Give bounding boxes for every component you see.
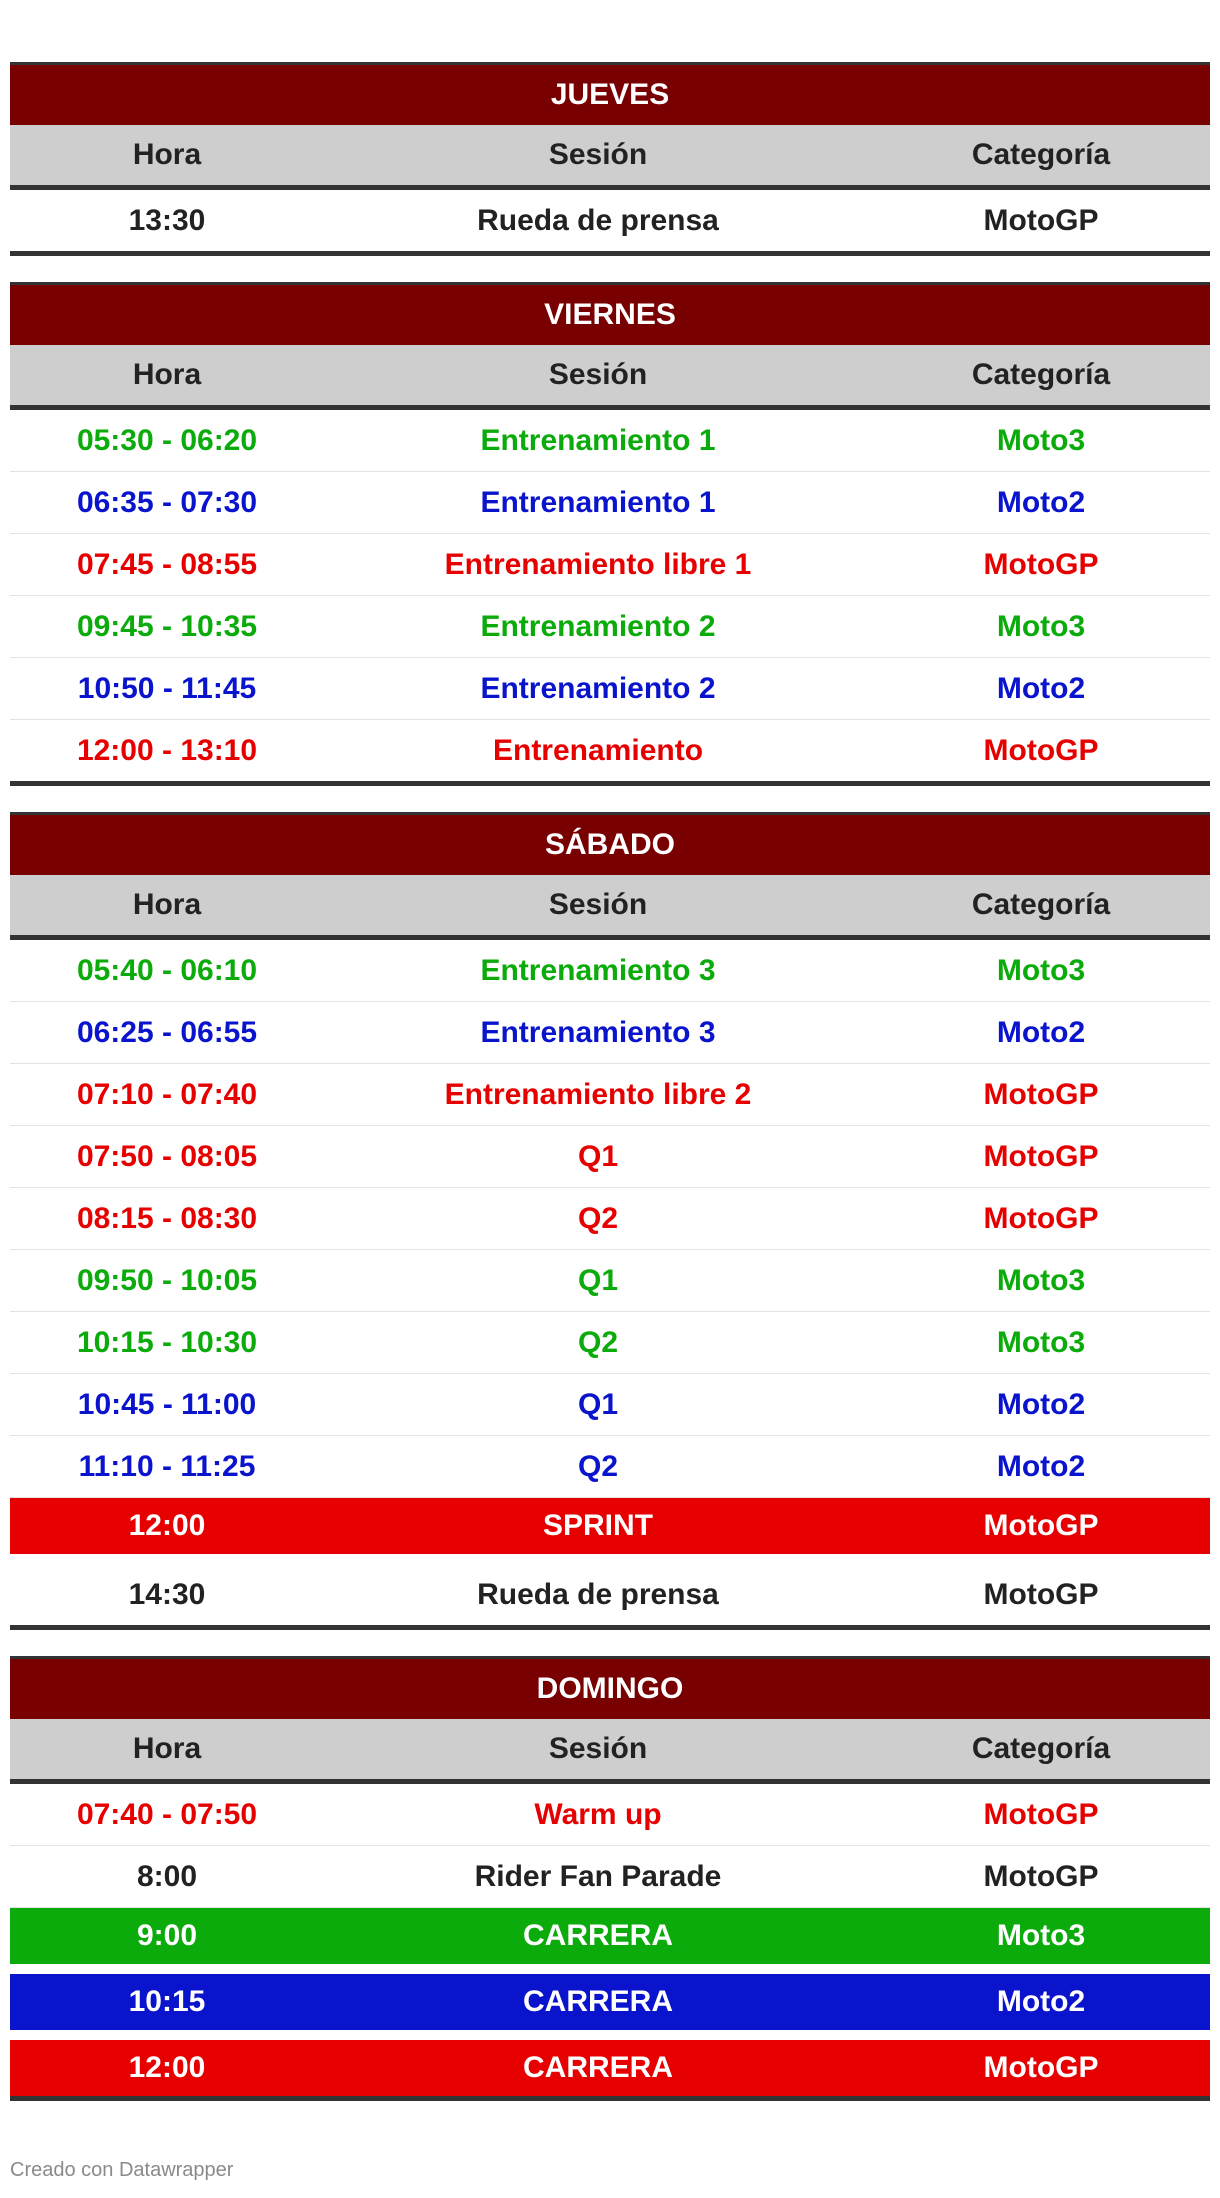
table-row: [10, 1436, 1210, 1498]
schedule-container: [10, 62, 1210, 2101]
cell-categoria: Moto2: [872, 1969, 1210, 2035]
column-header-hora: Hora: [10, 125, 324, 188]
cell-sesion: Entrenamiento 2: [324, 596, 872, 658]
cell-categoria: MotoGP: [872, 534, 1210, 596]
table-row: [10, 938, 1210, 1002]
cell-sesion: Entrenamiento 1: [324, 472, 872, 534]
day-header: [10, 284, 1210, 346]
table-row: [10, 408, 1210, 472]
column-header-row: [10, 345, 1210, 408]
cell-hora: 09:50 - 10:05: [10, 1250, 324, 1312]
column-header-row: [10, 1719, 1210, 1782]
cell-sesion: CARRERA: [324, 1908, 872, 1970]
cell-categoria: Moto3: [872, 596, 1210, 658]
day-header: [10, 1658, 1210, 1720]
table-row: [10, 1250, 1210, 1312]
cell-hora: 06:35 - 07:30: [10, 472, 324, 534]
table-row: [10, 658, 1210, 720]
table-row: [10, 1188, 1210, 1250]
cell-sesion: Entrenamiento libre 2: [324, 1064, 872, 1126]
cell-categoria: MotoGP: [872, 1126, 1210, 1188]
day-header: [10, 814, 1210, 876]
cell-hora: 07:10 - 07:40: [10, 1064, 324, 1126]
cell-categoria: Moto3: [872, 1312, 1210, 1374]
cell-sesion: Rueda de prensa: [324, 188, 872, 254]
column-header-sesion: Sesión: [324, 875, 872, 938]
table-row: [10, 596, 1210, 658]
column-header-hora: Hora: [10, 1719, 324, 1782]
highlight-row: [10, 2035, 1210, 2099]
footer-credit[interactable]: Creado con Datawrapper: [10, 2159, 234, 2181]
table-row: [10, 1002, 1210, 1064]
cell-categoria: MotoGP: [872, 1188, 1210, 1250]
cell-sesion: Entrenamiento 1: [324, 408, 872, 472]
table-row: [10, 1782, 1210, 1846]
cell-hora: 13:30: [10, 188, 324, 254]
cell-sesion: CARRERA: [324, 1969, 872, 2035]
cell-hora: 10:15 - 10:30: [10, 1312, 324, 1374]
table-row: [10, 1126, 1210, 1188]
cell-categoria: MotoGP: [872, 1498, 1210, 1560]
cell-hora: 12:00 - 13:10: [10, 720, 324, 784]
column-header-row: [10, 125, 1210, 188]
cell-hora: 12:00: [10, 1498, 324, 1560]
column-header-sesion: Sesión: [324, 1719, 872, 1782]
cell-hora: 10:45 - 11:00: [10, 1374, 324, 1436]
cell-hora: 9:00: [10, 1908, 324, 1970]
section-spacer: [10, 1628, 1210, 1658]
cell-categoria: MotoGP: [872, 1559, 1210, 1628]
column-header-hora: Hora: [10, 345, 324, 408]
cell-categoria: MotoGP: [872, 1064, 1210, 1126]
cell-hora: 06:25 - 06:55: [10, 1002, 324, 1064]
highlight-row: [10, 1498, 1210, 1560]
day-title: VIERNES: [10, 284, 1210, 346]
column-header-categoria: Categoría: [872, 125, 1210, 188]
day-title: JUEVES: [10, 64, 1210, 126]
cell-sesion: Rider Fan Parade: [324, 1846, 872, 1908]
cell-hora: 05:40 - 06:10: [10, 938, 324, 1002]
cell-hora: 07:45 - 08:55: [10, 534, 324, 596]
cell-categoria: Moto2: [872, 472, 1210, 534]
cell-categoria: Moto2: [872, 1436, 1210, 1498]
day-header: [10, 64, 1210, 126]
section-spacer: [10, 254, 1210, 284]
cell-sesion: Entrenamiento: [324, 720, 872, 784]
day-title: SÁBADO: [10, 814, 1210, 876]
cell-categoria: Moto3: [872, 1908, 1210, 1970]
cell-sesion: Q1: [324, 1374, 872, 1436]
cell-hora: 10:50 - 11:45: [10, 658, 324, 720]
cell-hora: 05:30 - 06:20: [10, 408, 324, 472]
cell-sesion: Q1: [324, 1126, 872, 1188]
cell-sesion: Entrenamiento 2: [324, 658, 872, 720]
cell-hora: 11:10 - 11:25: [10, 1436, 324, 1498]
cell-categoria: Moto3: [872, 938, 1210, 1002]
cell-sesion: Warm up: [324, 1782, 872, 1846]
table-row: [10, 1374, 1210, 1436]
cell-sesion: CARRERA: [324, 2035, 872, 2099]
column-header-categoria: Categoría: [872, 345, 1210, 408]
cell-hora: 12:00: [10, 2035, 324, 2099]
cell-hora: 14:30: [10, 1559, 324, 1628]
cell-categoria: MotoGP: [872, 188, 1210, 254]
section-spacer: [10, 784, 1210, 814]
cell-categoria: Moto3: [872, 408, 1210, 472]
cell-sesion: Q1: [324, 1250, 872, 1312]
table-row: [10, 720, 1210, 784]
column-header-categoria: Categoría: [872, 875, 1210, 938]
cell-categoria: Moto3: [872, 1250, 1210, 1312]
cell-sesion: Entrenamiento 3: [324, 938, 872, 1002]
cell-hora: 07:40 - 07:50: [10, 1782, 324, 1846]
cell-categoria: Moto2: [872, 1002, 1210, 1064]
cell-hora: 08:15 - 08:30: [10, 1188, 324, 1250]
cell-categoria: Moto2: [872, 658, 1210, 720]
highlight-row: [10, 1969, 1210, 2035]
cell-sesion: Q2: [324, 1312, 872, 1374]
column-header-categoria: Categoría: [872, 1719, 1210, 1782]
cell-sesion: Q2: [324, 1188, 872, 1250]
cell-sesion: Rueda de prensa: [324, 1559, 872, 1628]
cell-hora: 07:50 - 08:05: [10, 1126, 324, 1188]
column-header-row: [10, 875, 1210, 938]
table-row: [10, 188, 1210, 254]
table-row: [10, 1559, 1210, 1628]
day-title: DOMINGO: [10, 1658, 1210, 1720]
highlight-row: [10, 1908, 1210, 1970]
cell-categoria: MotoGP: [872, 1782, 1210, 1846]
table-row: [10, 1846, 1210, 1908]
cell-categoria: MotoGP: [872, 720, 1210, 784]
column-header-sesion: Sesión: [324, 125, 872, 188]
column-header-sesion: Sesión: [324, 345, 872, 408]
cell-hora: 10:15: [10, 1969, 324, 2035]
table-row: [10, 1312, 1210, 1374]
cell-hora: 8:00: [10, 1846, 324, 1908]
table-row: [10, 1064, 1210, 1126]
table-row: [10, 472, 1210, 534]
cell-sesion: Entrenamiento libre 1: [324, 534, 872, 596]
cell-sesion: Entrenamiento 3: [324, 1002, 872, 1064]
cell-categoria: MotoGP: [872, 1846, 1210, 1908]
table-row: [10, 534, 1210, 596]
cell-sesion: SPRINT: [324, 1498, 872, 1560]
cell-hora: 09:45 - 10:35: [10, 596, 324, 658]
cell-categoria: MotoGP: [872, 2035, 1210, 2099]
column-header-hora: Hora: [10, 875, 324, 938]
cell-categoria: Moto2: [872, 1374, 1210, 1436]
cell-sesion: Q2: [324, 1436, 872, 1498]
schedule-table: [10, 62, 1210, 2101]
